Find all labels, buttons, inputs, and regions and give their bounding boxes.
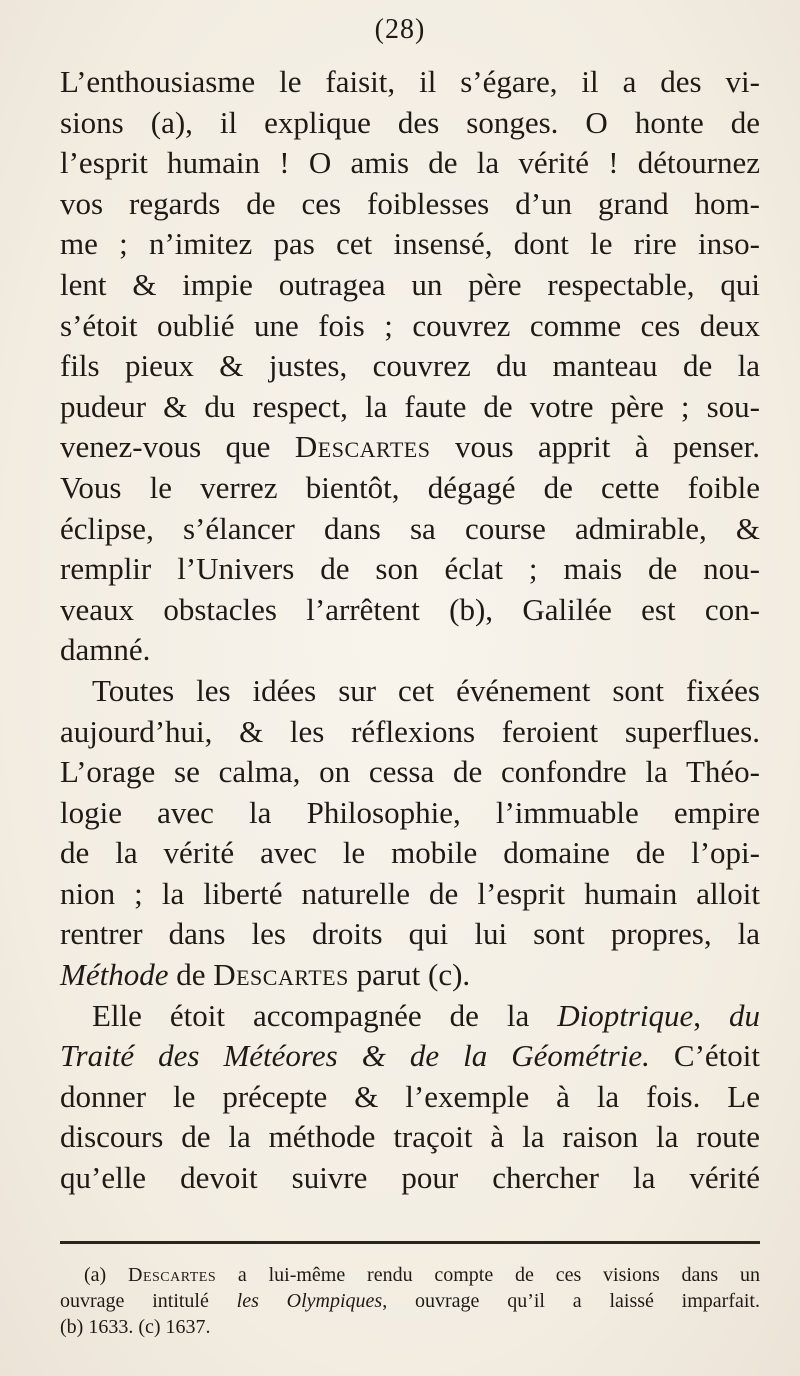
footnote-text: a lui-même rendu compte de ces visions dans un [216,1264,760,1286]
text-line [60,955,760,996]
text-fragment: venez-vous que [60,429,295,465]
author-name: Descartes [128,1264,217,1286]
text-line: qu’elle devoit suivre pour chercher la vérité [60,1160,760,1196]
text-fragment: Elle étoit accompagnée de la [92,997,558,1033]
footnote-a [60,1262,760,1288]
text-fragment: parut (c). [348,957,471,993]
text-line [60,996,760,1037]
main-text [60,62,760,1199]
text-fragment: , [693,997,729,1033]
author-name: Descartes [213,957,349,993]
text-line: logie avec la Philosophie, l’immuable empire [60,794,760,830]
text-line: veaux obstacles l’arrêtent (b), Galilée est con- [60,591,760,627]
text-line: nion ; la liberté naturelle de l’esprit humain alloit [60,875,760,911]
text-line: donner le précepte & l’exemple à la fois. Le [60,1078,760,1114]
text-line: damné. [60,632,151,668]
text-line: L’orage se calma, on cessa de confondre la Théo- [60,754,760,790]
text-fragment: C’étoit [649,1038,760,1074]
text-line: vos regards de ces foiblesses d’un grand hom- [60,185,760,221]
footnote-divider [60,1241,760,1244]
footnote-b-c: (b) 1633. (c) 1637. [60,1316,211,1338]
author-name: Descartes [294,429,431,465]
text-line: remplir l’Univers de son éclat ; mais de nou- [60,551,760,587]
text-line: de la vérité avec le mobile domaine de l’opi- [60,835,760,871]
text-line: L’enthousiasme le faisit, il s’égare, il a des vi- [60,64,760,99]
book-title: Dioptrique [557,997,694,1033]
text-line: l’esprit humain ! O amis de la vérité ! détournez [60,145,760,181]
text-line: me ; n’imitez pas cet insensé, dont le rire inso- [60,226,760,262]
text-line: éclipse, s’élancer dans sa course admirable, & [60,510,760,546]
page-number: (28) [374,14,426,45]
book-title: Traité des Météores & de la Géométrie. [60,1038,650,1074]
footnote-text: , ouvrage qu’il a laissé imparfait. [382,1290,760,1312]
footnotes [60,1262,760,1340]
text-line: discours de la méthode traçoit à la raison la route [60,1119,760,1155]
book-title: les Olympiques [236,1290,383,1312]
text-line: fils pieux & justes, couvrez du manteau de la [60,348,760,384]
footnote-text: ouvrage intitulé [60,1290,237,1312]
text-line: pudeur & du respect, la faute de votre père ; sou- [60,388,760,424]
text-line: aujourd’hui, & les réflexions feroient superflues. [60,713,760,749]
text-fragment: vous apprit à penser. [430,429,760,465]
text-line: lent & impie outragea un père respectable, qui [60,266,760,302]
text-fragment: de [176,957,214,993]
text-line: rentrer dans les droits qui lui sont propres, la [60,916,760,952]
text-fragment: du [729,997,760,1033]
text-line [60,427,760,468]
text-line: sions (a), il explique des songes. O honte de [60,104,760,140]
text-line: Vous le verrez bientôt, dégagé de cette foible [60,469,760,505]
text-line: Toutes les idées sur cet événement sont fixées [92,672,760,708]
footnote-marker: (a) [84,1264,128,1286]
footnote-a-continued [60,1288,760,1314]
text-line: s’étoit oublié une fois ; couvrez comme ces deux [60,307,760,343]
book-title: Méthode [60,957,169,993]
text-line [60,1036,760,1077]
